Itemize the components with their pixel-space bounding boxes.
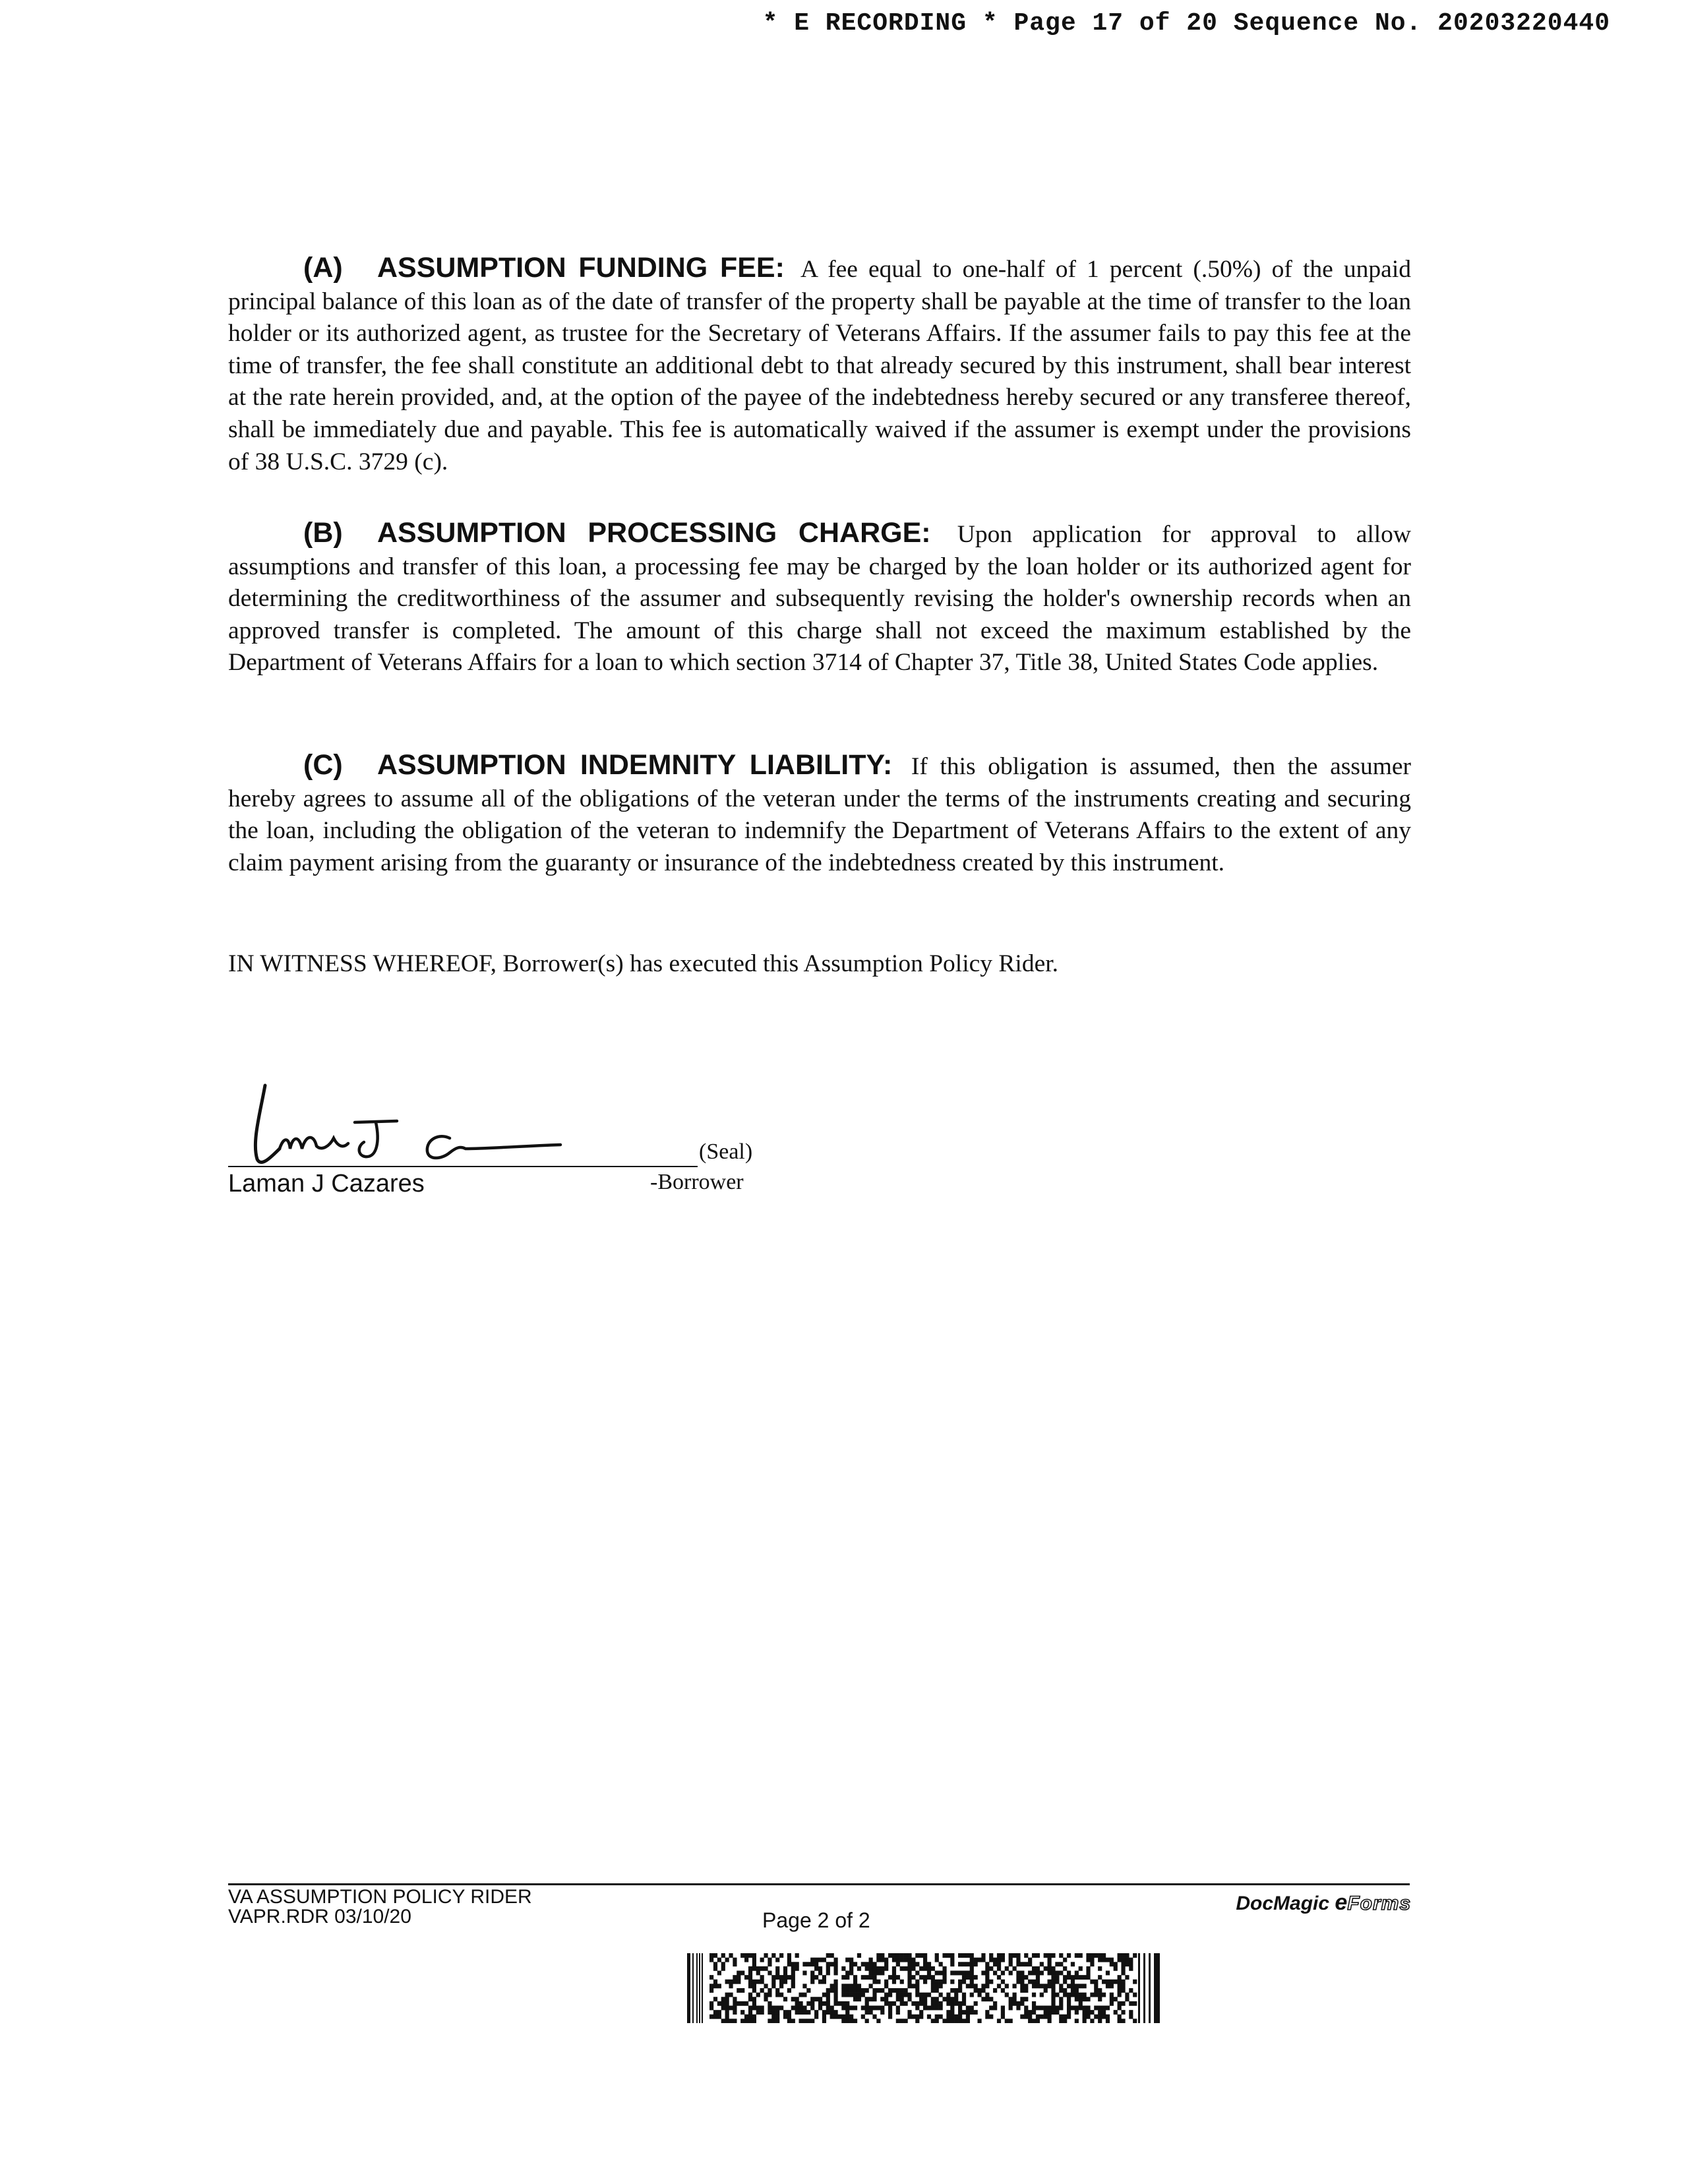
section-assumption-funding-fee <box>228 252 1411 478</box>
section-heading: ASSUMPTION PROCESSING CHARGE: <box>377 517 931 549</box>
signature-line <box>228 1166 698 1167</box>
section-lead: (B) <box>303 517 343 549</box>
footer-form-info <box>228 1887 532 1927</box>
recording-header: * E RECORDING * Page 17 of 20 Sequence No. 20203220440 <box>762 9 1610 38</box>
signer-name: Laman J Cazares <box>228 1170 425 1198</box>
section-heading: ASSUMPTION INDEMNITY LIABILITY: <box>377 749 893 781</box>
section-assumption-processing-charge <box>228 517 1411 679</box>
signer-role: -Borrower <box>650 1170 744 1194</box>
section-lead: (C) <box>303 749 343 781</box>
footer-divider <box>228 1883 1410 1885</box>
section-text: Upon application for approval to allow assumptions and transfer of this loan, a processing fee may be charged by the loan holder or its authorized agent for determining the creditworthiness of the assumer and subsequently revising the holder's ownership records when an approved transfer is completed. The amount of this charge shall not exceed the maximum established by the Department of Veterans Affairs for a loan to which section 3714 of Chapter 37, Title 38, United States Code applies. <box>228 521 1412 677</box>
section-text: If this obligation is assumed, then the assumer hereby agrees to assume all of the obligations of the veteran under the terms of the instruments creating and securing the loan, including the obligation of the veteran to indemnify the Department of Veterans Affairs to the extent of any claim payment arising from the guaranty or insurance of the indebtedness created by this instrument. <box>228 753 1412 876</box>
form-title: VA ASSUMPTION POLICY RIDER <box>228 1886 532 1908</box>
section-heading: ASSUMPTION FUNDING FEE: <box>377 252 785 284</box>
page-number: Page 2 of 2 <box>762 1908 870 1932</box>
section-lead: (A) <box>303 252 343 284</box>
brand-name: DocMagic <box>1236 1893 1330 1914</box>
section-text: A fee equal to one-half of 1 percent (.50%) of the unpaid principal balance of this loan as of the date of transfer of the property shall be payable at the time of transfer to the loan holder or its authorized agent, as trustee for the Secretary of Veterans Affairs. If the assumer fails to pay this fee at the time of transfer, the fee shall constitute an additional debt to that already secured by this instrument, shall bear interest at the rate herein provided, and, at the option of the payee of the indebtedness hereby secured or any transferee thereof, shall be immediately due and payable. This fee is automatically waived if the assumer is exempt under the provisions of 38 U.S.C. 3729 (c). <box>228 256 1411 475</box>
barcode-icon <box>687 1953 1162 2023</box>
witness-clause: IN WITNESS WHEREOF, Borrower(s) has executed this Assumption Policy Rider. <box>228 950 1059 977</box>
brand-forms: Forms <box>1347 1893 1411 1914</box>
brand-e: e <box>1335 1890 1348 1915</box>
form-code: VAPR.RDR 03/10/20 <box>228 1906 411 1927</box>
section-assumption-indemnity-liability <box>228 749 1411 879</box>
docmagic-logo <box>1236 1890 1411 1916</box>
borrower-signature <box>224 1068 633 1167</box>
seal-label: (Seal) <box>699 1139 753 1164</box>
